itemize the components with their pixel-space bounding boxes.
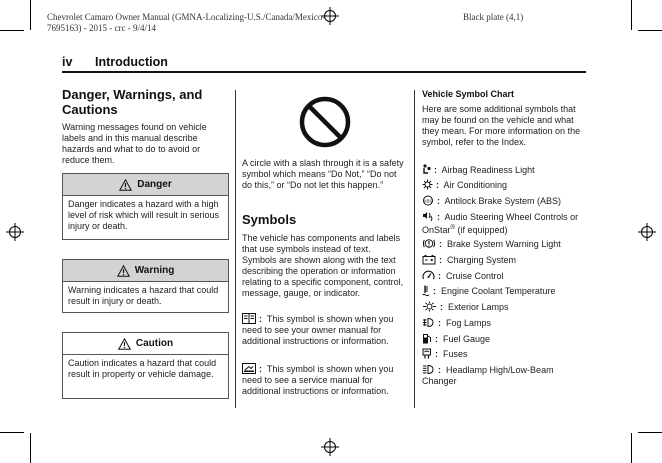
warning-label: Warning — [134, 265, 175, 276]
owner-manual-icon — [242, 313, 256, 324]
symbol-item-coolant — [422, 285, 592, 297]
warning-box-header — [63, 260, 228, 282]
symbol-item-exterior-lamps — [422, 301, 592, 313]
manual-symbol-text — [242, 313, 407, 347]
symbol-item-airbag — [422, 164, 592, 176]
symbol-label: Exterior Lamps — [448, 302, 509, 312]
symbol-label: Fog Lamps — [446, 318, 492, 328]
crop-mark — [30, 433, 31, 463]
prohibition-circle-icon — [298, 95, 352, 149]
danger-box-header — [63, 174, 228, 196]
danger-label: Danger — [137, 179, 172, 190]
symbol-label: Charging System — [447, 255, 517, 265]
colon: : — [434, 165, 437, 175]
symbol-item-brake — [422, 238, 592, 250]
caution-box-header — [63, 333, 228, 355]
symbol-item-fog-lamps — [422, 317, 592, 329]
black-plate: Black plate (4,1) — [463, 12, 524, 22]
svg-text:ABS: ABS — [423, 198, 433, 204]
column-divider — [414, 90, 415, 408]
symbol-item-cruise — [422, 270, 592, 282]
high-beam-icon — [422, 364, 435, 375]
crop-mark — [631, 0, 632, 30]
section-title: Introduction — [95, 55, 168, 69]
colon: : — [440, 302, 443, 312]
symbol-label: Headlamp High/Low-Beam Changer — [422, 365, 554, 386]
audio-steering-icon — [422, 211, 434, 222]
symbol-label: Fuses — [443, 349, 468, 359]
danger-box — [62, 173, 229, 240]
page-number: iv — [62, 55, 73, 69]
symbol-item-charging — [422, 254, 592, 266]
crop-mark — [638, 432, 662, 433]
symbol-label: Audio Steering Wheel Controls or OnStar — [422, 212, 579, 235]
print-header-line2: 7695163) - 2015 - crc - 9/4/14 — [47, 23, 156, 33]
colon: : — [438, 365, 441, 375]
colon: : — [438, 271, 441, 281]
service-symbol-desc: This symbol is shown when you need to see a service manual for additional instructions or information. — [242, 364, 394, 396]
symbol-item-fuel-gauge — [422, 333, 592, 345]
crop-mark — [0, 30, 24, 31]
caution-box — [62, 332, 229, 399]
colon: : — [259, 364, 262, 374]
cruise-control-icon — [422, 270, 435, 281]
crop-mark — [631, 433, 632, 463]
warning-intro: Warning messages found on vehicle labels and in this manual describe hazards and what to do to avoid or reduce them. — [62, 122, 207, 165]
symbol-label: Airbag Readiness Light — [441, 165, 535, 175]
circle-slash-text: A circle with a slash through it is a safety symbol which means “Do Not,” “Do not do this,” or “Do not let this happen.” — [242, 158, 404, 190]
symbol-label: Cruise Control — [446, 271, 504, 281]
warning-triangle-icon — [117, 265, 130, 277]
colon: : — [439, 255, 442, 265]
air-conditioning-icon — [422, 179, 433, 190]
symbol-label-suffix: (if equipped) — [457, 225, 508, 235]
colon: : — [435, 349, 438, 359]
exterior-lamps-icon — [422, 301, 437, 312]
colon: : — [437, 212, 440, 222]
section-rule — [62, 71, 586, 73]
fuse-icon — [422, 348, 432, 359]
coolant-temp-icon — [422, 285, 430, 296]
service-symbol-text — [242, 363, 407, 397]
colon: : — [433, 286, 436, 296]
colon: : — [436, 180, 439, 190]
manual-symbol-desc: This symbol is shown when you need to see your owner manual for additional instructions or information. — [242, 314, 394, 346]
symbol-label: Fuel Gauge — [443, 334, 491, 344]
colon: : — [435, 334, 438, 344]
registration-mark-icon — [321, 438, 339, 456]
battery-icon — [422, 254, 436, 265]
symbols-heading: Symbols — [242, 212, 297, 227]
symbol-label: Air Conditioning — [443, 180, 508, 190]
symbol-item-air-conditioning — [422, 179, 592, 191]
colon: : — [439, 239, 442, 249]
symbols-text: The vehicle has components and labels that use symbols instead of text. Symbols are shown along with the text describing the operation or information relating to a specific component, control, message, gauge, or indicator. — [242, 233, 404, 298]
fuel-pump-icon — [422, 333, 432, 344]
warning-box — [62, 259, 229, 313]
danger-heading: Danger, Warnings, and Cautions — [62, 87, 203, 117]
service-manual-icon — [242, 363, 256, 374]
symbol-item-abs — [422, 195, 592, 207]
warning-triangle-icon — [118, 338, 131, 350]
warning-triangle-icon — [119, 179, 132, 191]
crop-mark — [30, 0, 31, 30]
symbol-label: Engine Coolant Temperature — [441, 286, 556, 296]
colon: : — [438, 318, 441, 328]
registration-mark-icon — [638, 223, 656, 241]
symbol-label: Brake System Warning Light — [447, 239, 561, 249]
danger-text: Danger indicates a hazard with a high level of risk which will result in serious injury or death. — [68, 199, 220, 231]
print-header — [47, 12, 347, 34]
colon: : — [259, 314, 262, 324]
column-divider — [235, 90, 236, 408]
airbag-icon — [422, 164, 431, 175]
symbol-item-headlamp — [422, 364, 587, 387]
warning-text: Warning indicates a hazard that could result in injury or death. — [68, 285, 219, 306]
symbol-item-fuses — [422, 348, 592, 360]
symbol-label: Antilock Brake System (ABS) — [444, 196, 562, 206]
caution-text: Caution indicates a hazard that could result in property or vehicle damage. — [68, 358, 217, 379]
caution-label: Caution — [135, 338, 174, 349]
colon: : — [437, 196, 440, 206]
brake-warning-icon — [422, 238, 436, 249]
registration-mark-icon — [6, 223, 24, 241]
print-header-line1: Chevrolet Camaro Owner Manual (GMNA-Localizing-U.S./Canada/Mexico- — [47, 12, 326, 22]
vehicle-symbol-chart-title: Vehicle Symbol Chart — [422, 89, 515, 99]
registered-mark: ® — [450, 225, 455, 231]
crop-mark — [0, 432, 24, 433]
abs-icon — [422, 195, 434, 206]
crop-mark — [638, 30, 662, 31]
fog-lamp-icon — [422, 317, 435, 328]
symbol-item-audio-steering — [422, 211, 592, 236]
chart-intro: Here are some additional symbols that may be found on the vehicle and what they mean. For more information on the symbol, refer to the Index. — [422, 104, 581, 147]
